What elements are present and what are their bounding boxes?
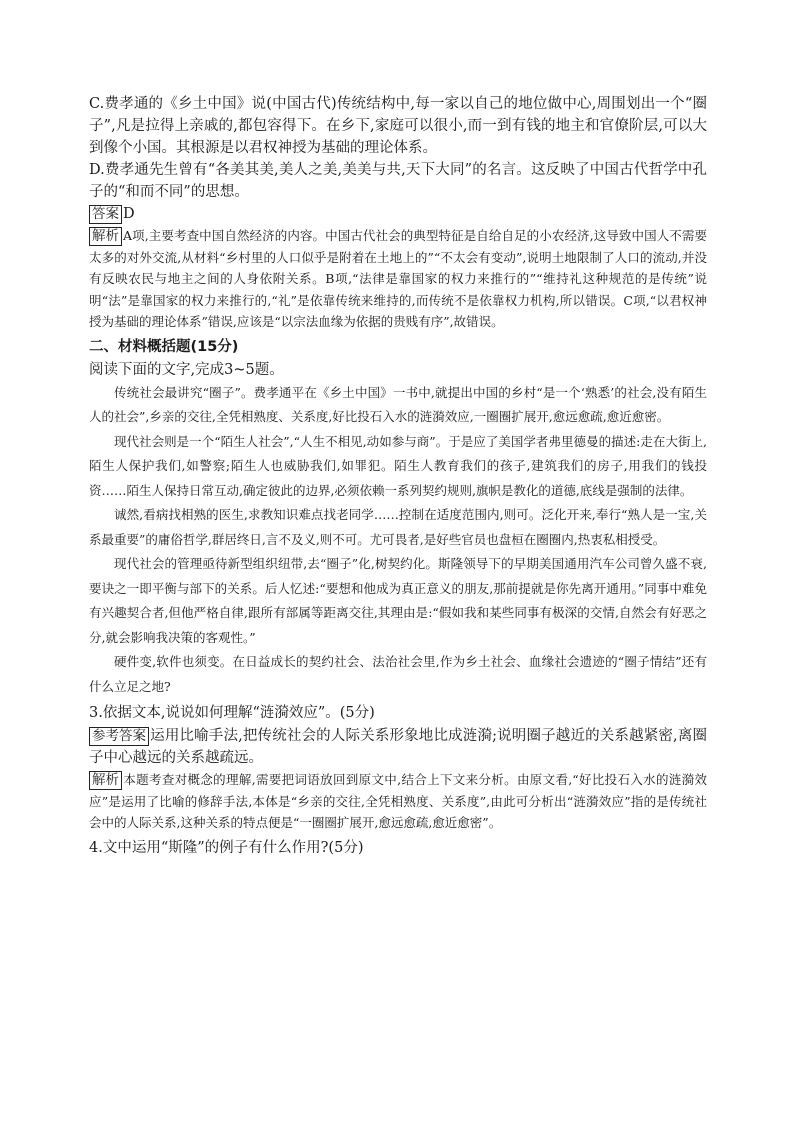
q3-explanation: [89, 769, 707, 834]
reference-answer-tag: 参考答案: [89, 727, 149, 746]
section-title: 二、材料概括题(15分): [89, 338, 239, 355]
passage-paragraph: 现代社会的管理亟待新型组织纽带,去“圈子”化,树契约化。斯隆领导下的早期美国通用汽车公司曾久盛不衰,要诀之一即平衡与部下的关系。后人忆述:“要想和他成为真正意义的朋友,那前提就是你先离开通用。”同事中难免有兴趣契合者,但他严格自律,跟所有部属等距离交往,其理由是:“假如我和某些同事有极深的交情,自然会有好恶之分,就会影响我决策的客观性。”: [89, 556, 707, 645]
q2-explanation: [89, 225, 707, 333]
question-3: 3.依据文本,说说如何理解“涟漪效应”。(5分): [89, 705, 375, 721]
answer-tag: 答案: [89, 205, 122, 224]
explain-text: 本题考查对概念的理解,需要把词语放回到原文中,结合上下文来分析。由原文看,“好比投石入水的涟漪效应”是运用了比喻的修辞手法,本体是“乡亲的交往,全凭相熟度、关系度”,由此可分析出“涟漪效应”指的是传统社会中的人际关系,这种关系的特点便是“一圈圈扩展开,愈远愈疏,愈近愈密”。: [89, 772, 707, 830]
q3-reference-answer: [89, 725, 707, 769]
page-content: [89, 93, 707, 860]
reading-instruction: 阅读下面的文字,完成3~5题。: [89, 361, 284, 378]
passage-paragraph: 现代社会则是一个“陌生人社会”,“人生不相见,动如参与商”。于是应了美国学者弗里德曼的描述:走在大街上,陌生人保护我们,如警察;陌生人也威胁我们,如罪犯。陌生人教育我们的孩子,建筑我们的房子,用我们的钱投资……陌生人保持日常互动,确定彼此的边界,必须依赖一系列契约规则,旗帜是教化的道德,底线是强制的法律。: [89, 433, 707, 498]
answer-value: D: [123, 206, 135, 222]
passage-paragraph: 硬件变,软件也须变。在日益成长的契约社会、法治社会里,作为乡土社会、血缘社会遗迹的“圈子情结”还有什么立足之地?: [89, 654, 707, 694]
reference-answer-text: 运用比喻手法,把传统社会的人际关系形象地比成涟漪;说明圈子越近的关系越紧密,离圈子中心越远的关系越疏远。: [89, 728, 707, 766]
explain-tag: 解析: [89, 771, 122, 790]
option-d: D.费孝通先生曾有“各美其美,美人之美,美美与共,天下大同”的名言。这反映了中国古代哲学中孔子的“和而不同”的思想。: [89, 162, 707, 200]
explain-tag: 解析: [89, 227, 122, 246]
q2-answer: [89, 203, 707, 225]
passage-paragraph: 传统社会最讲究“圈子”。费孝通平在《乡土中国》一书中,就提出中国的乡村“是一个‘熟悉’的社会,没有陌生人的社会”,乡亲的交往,全凭相熟度、关系度,好比投石入水的涟漪效应,一圈圈扩展开,愈远愈疏,愈近愈密。: [89, 384, 707, 424]
explain-text: A项,主要考查中国自然经济的内容。中国古代社会的典型特征是自给自足的小农经济,这导致中国人不需要太多的对外交流,从材料“乡村里的人口似乎是附着在土地上的”“不太会有变动”,说明土地限制了人口的流动,并没有反映农民与地主之间的人身依附关系。B项,“法律是靠国家的权力来推行的”“维持礼这种规范的是传统”说明“法”是靠国家的权力来推行的,“礼”是依靠传统来维持的,而传统不是依靠权力机构,所以错误。C项,“以君权神授为基础的理论体系”错误,应该是“以宗法血缘为依据的贵贱有序”,故错误。: [89, 228, 707, 329]
question-4: 4.文中运用“斯隆”的例子有什么作用?(5分): [89, 839, 364, 856]
option-c: C.费孝通的《乡土中国》说(中国古代)传统结构中,每一家以自己的地位做中心,周围划出一个“圈子”,凡是拉得上亲戚的,都包容得下。在乡下,家庭可以很小,而一到有钱的地主和官僚阶层,可以大到像个小国。其根源是以君权神授为基础的理论体系。: [89, 96, 707, 156]
passage-paragraph: 诚然,看病找相熟的医生,求教知识难点找老同学……控制在适度范围内,则可。泛化开来,奉行“熟人是一宝,关系最重要”的庸俗哲学,群居终日,言不及义,则不可。尤可畏者,是好些官员也盘桓在圈圈内,热衷私相授受。: [89, 507, 707, 547]
